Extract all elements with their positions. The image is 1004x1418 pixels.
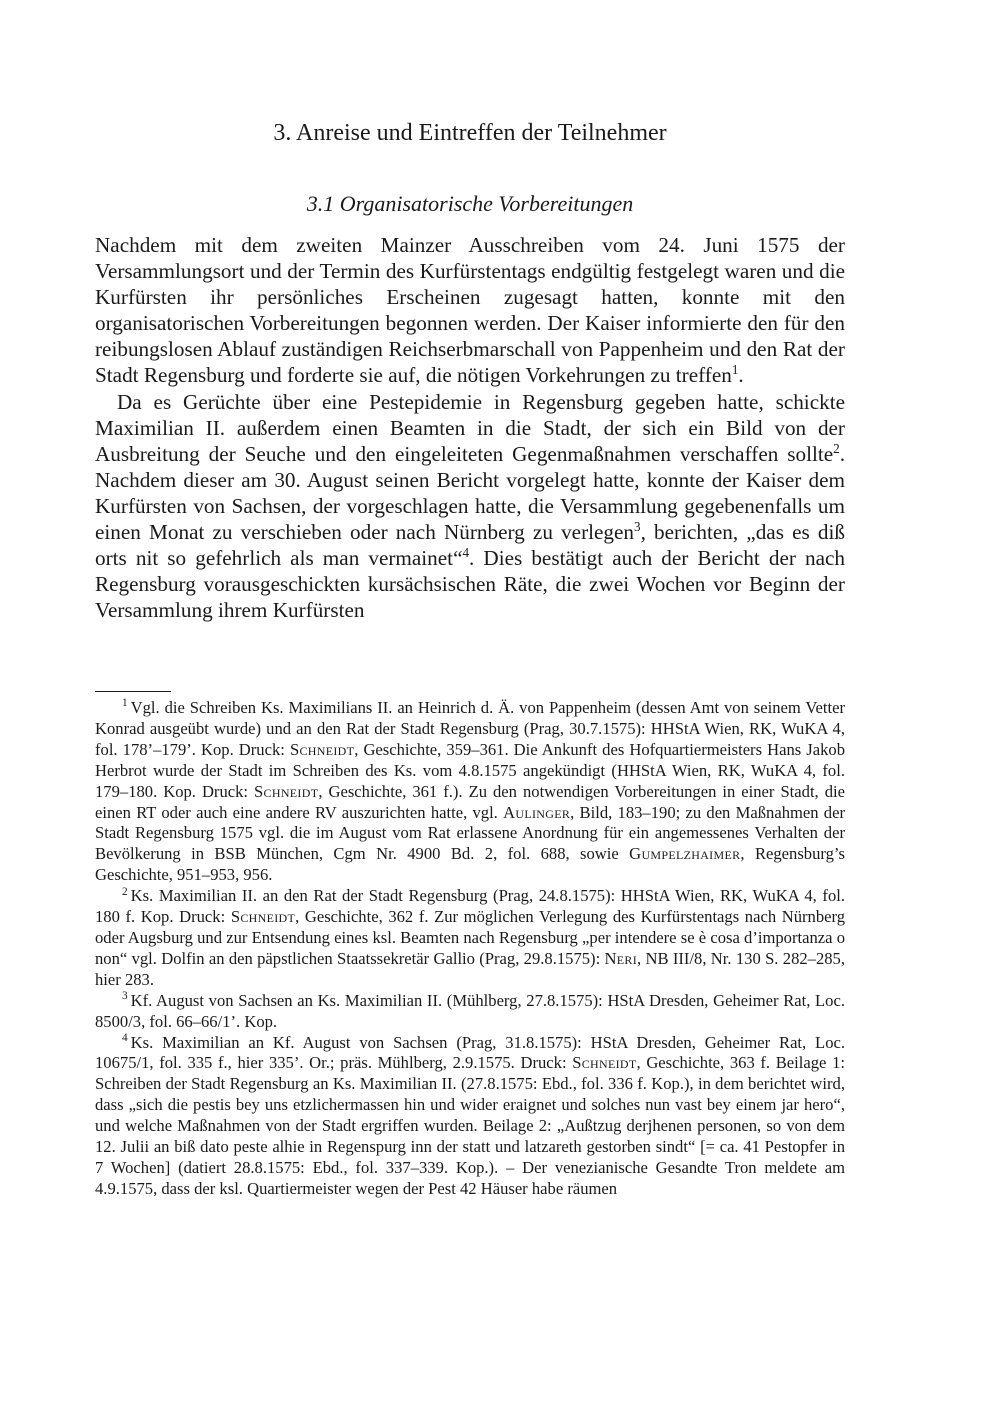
- footnote-divider: [95, 691, 171, 692]
- footnote-text: Ks. Maximilian II. an den Rat der Stadt Regensburg (Prag, 24.8.1575): HHStA Wien, RK, WuKA 4, fol. 180 f. Kop. Druck:: [95, 886, 845, 927]
- footnote-text: Kf. August von Sachsen an Ks. Maximilian II. (Mühlberg, 27.8.1575): HStA Dresden, Geheimer Rat, Loc. 8500/3, fol. 66–66/1’. Kop.: [95, 990, 845, 1031]
- footnote-number: 1: [122, 697, 128, 710]
- footnote-1: [95, 698, 845, 886]
- author-name: Gumpelzhaimer: [629, 844, 741, 864]
- footnote-text: , Geschichte, 361 f.). Zu den notwendigen Vorbereitungen in einer Stadt, die einen RT oder auch eine andere RV auszurichten hatte, vgl.: [95, 781, 845, 822]
- footnote-4: [95, 1033, 845, 1200]
- footnote-text: , Bild, 183–190; zu den Maßnahmen der Stadt Regensburg 1575 vgl. die im August vom Rat erlassene Anordnung für ein angemessenes Verhalten der Bevölkerung in BSB München, Cgm Nr. 4900 Bd. 2, fol. 688, sowie: [95, 802, 845, 864]
- footnote-ref-4[interactable]: 4: [462, 545, 470, 561]
- footnote-text: , Regensburg’s Geschichte, 951–953, 956.: [95, 844, 845, 885]
- footnote-text: , Geschichte, 363 f. Beilage 1: Schreiben der Stadt Regensburg an Ks. Maximilian II. (27.8.1575: Ebd., fol. 336 f. Kop.), in dem berichtet wird, dass „sich die pestis bey uns etzlichermassen hin und wider eraignet und solches nun vast bey einem jar hero“, und welche Maßnahmen von der Stadt ergriffen wurden. Beilage 2: „Außtzug derjhenen personen, so von dem 12. Julii an biß dato peste alhie in Regenspurg inn der statt und latzareth gestorben sindt“ [= ca. 41 Pestopfer in 7 Wochen] (datiert 28.8.1575: Ebd., fol. 337–339. Kop.). – Der venezianische Gesandte Tron meldete am 4.9.1575, dass der ksl. Quartiermeister wegen der Pest 42 Häuser habe räumen: [95, 1053, 845, 1198]
- footnote-text: Vgl. die Schreiben Ks. Maximilians II. an Heinrich d. Ä. von Pappenheim (dessen Amt von seinem Vetter Konrad ausgeübt wurde) und an den Rat der Stadt Regensburg (Prag, 30.7.1575): HHStA Wien, RK, WuKA 4, fol. 178’–179’. Kop. Druck:: [95, 698, 845, 759]
- footnote-text: , NB III/8, Nr. 130 S. 282–285, hier 283.: [95, 948, 845, 989]
- paragraph-2-text-a: Da es Gerüchte über eine Pestepidemie in Regensburg gegeben hatte, schickte Maximilian II. außerdem einen Beamten in die Stadt, der sich ein Bild von der Ausbreitung der Seuche und den eingeleiteten Gegenmaßnahmen verschaffen sollte: [95, 389, 845, 466]
- footnote-text: , Geschichte, 359–361. Die Ankunft des Hofquartiermeisters Hans Jakob Herbrot wurde der Stadt im Schreiben des Ks. vom 4.8.1575 angekündigt (HHStA Wien, RK, WuKA 4, fol. 179–180. Kop. Druck:: [95, 739, 845, 801]
- footnote-ref-2[interactable]: 2: [833, 440, 840, 456]
- author-name: Neri: [604, 948, 638, 968]
- paragraph-2-text-b: . Nachdem dieser am 30. August seinen Bericht vorgelegt hatte, konnte der Kaiser dem Kurfürsten von Sachsen, der vorgeschlagen hatte, die Versammlung gegebenenfalls um einen Monat zu verschieben oder nach Nürnberg zu verlegen: [95, 441, 845, 545]
- paragraph-1: [95, 232, 845, 389]
- footnotes: [95, 698, 845, 1200]
- chapter-title: 3. Anreise und Eintreffen der Teilnehmer: [273, 120, 667, 146]
- paragraph-2-text-c: , berichten, „das es diß orts nit so gefehrlich als man vermainet“: [95, 520, 845, 571]
- footnote-ref-3[interactable]: 3: [634, 518, 641, 534]
- author-name: Schneidt: [254, 781, 319, 801]
- paragraph-2: [95, 389, 845, 624]
- author-name: Schneidt: [289, 739, 355, 759]
- footnote-ref-1[interactable]: 1: [731, 362, 739, 378]
- footnote-text: , Geschichte, 362 f. Zur möglichen Verlegung des Kurfürstentags nach Nürnberg oder Augsburg und zur Entsendung eines ksl. Beamten nach Regensburg „per intendere se è cosa d’importanza o non“ vgl. Dolfin an den päpstlichen Staatssekretär Gallio (Prag, 29.8.1575):: [95, 907, 846, 968]
- footnote-3: [95, 991, 845, 1033]
- paragraph-1-text-a: Nachdem mit dem zweiten Mainzer Ausschreiben vom 24. Juni 1575 der Versammlungsort und der Termin des Kurfürstentags endgültig festgelegt waren und die Kurfürsten ihr persönliches Erscheinen zugesagt hatten, konnte mit den organisatorischen Vorbereitungen begonnen werden. Der Kaiser informierte den für den reibungslosen Ablauf zuständigen Reichserbmarschall von Pappenheim und den Rat der Stadt Regensburg und forderte sie auf, die nötigen Vorkehrungen zu treffen: [95, 233, 845, 388]
- footnote-text: Ks. Maximilian an Kf. August von Sachsen (Prag, 31.8.1575): HStA Dresden, Geheimer Rat, Loc. 10675/1, fol. 335 f., hier 335’. Or.; präs. Mühlberg, 2.9.1575. Druck:: [95, 1032, 845, 1073]
- author-name: Schneidt: [230, 907, 296, 927]
- section-title: 3.1 Organisatorische Vorbereitungen: [306, 191, 634, 216]
- body-text: [95, 232, 845, 623]
- author-name: Aulinger: [503, 802, 571, 822]
- footnote-2: [95, 886, 845, 991]
- footnote-number: 2: [122, 885, 128, 898]
- paragraph-2-text-d: . Dies bestätigt auch der Bericht der nach Regensburg vorausgeschickten kursächsischen Räte, die zwei Wochen vor Beginn der Versammlung ihrem Kurfürsten: [95, 546, 845, 623]
- paragraph-1-text-b: .: [738, 363, 744, 388]
- author-name: Schneidt: [572, 1053, 637, 1073]
- footnote-number: 4: [122, 1031, 128, 1044]
- footnote-number: 3: [122, 990, 128, 1003]
